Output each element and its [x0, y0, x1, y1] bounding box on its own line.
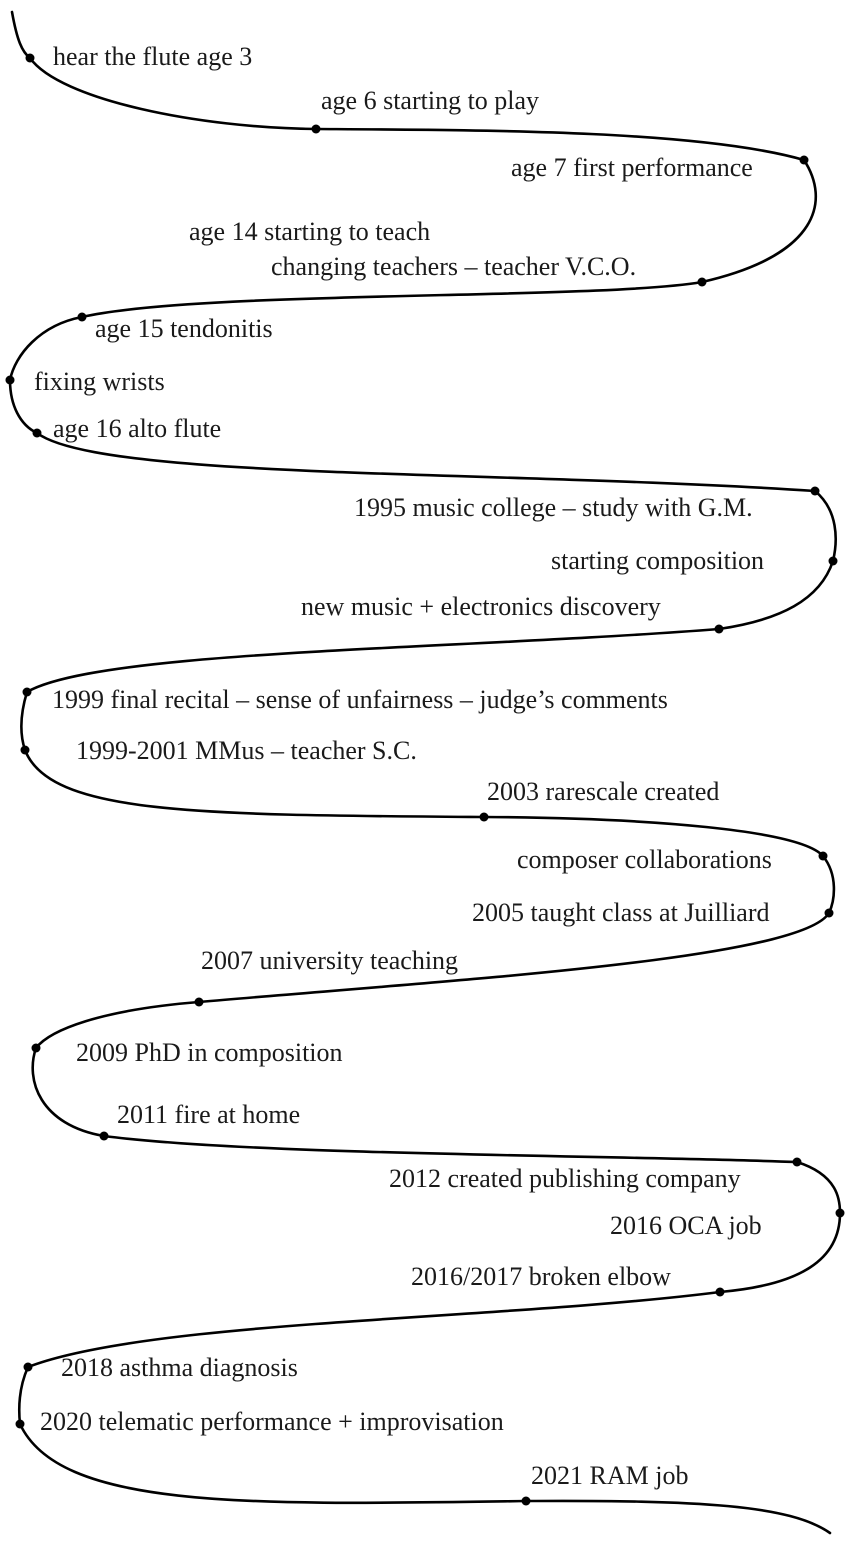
event-label: age 15 tendonitis [95, 314, 273, 343]
event-label: 2020 telematic performance + improvisation [40, 1407, 504, 1436]
event-label: 1999-2001 MMus – teacher S.C. [76, 736, 417, 765]
event-dot [6, 376, 15, 385]
event-dot [836, 1209, 845, 1218]
event-label: age 6 starting to play [321, 86, 540, 115]
event-dot [522, 1497, 531, 1506]
event-dot [32, 1044, 41, 1053]
event-label: 2009 PhD in composition [76, 1038, 343, 1067]
event-dot [100, 1132, 109, 1141]
event-dot [33, 429, 42, 438]
event-dot [800, 156, 809, 165]
event-label: composer collaborations [517, 845, 772, 874]
event-label: age 14 starting to teach [189, 217, 431, 246]
event-label: 2005 taught class at Juilliard [472, 898, 770, 927]
event-dot [715, 625, 724, 634]
event-dot [23, 688, 32, 697]
event-dot [716, 1288, 725, 1297]
event-dot [811, 487, 820, 496]
event-label: 1995 music college – study with G.M. [354, 493, 753, 522]
event-labels [34, 42, 772, 1490]
event-label: age 16 alto flute [53, 414, 222, 443]
event-label: 2016 OCA job [610, 1211, 762, 1240]
event-dot [819, 852, 828, 861]
event-label: 2003 rarescale created [487, 777, 720, 806]
event-dot [78, 313, 87, 322]
event-dot [195, 998, 204, 1007]
event-label: 2007 university teaching [201, 946, 459, 975]
event-label: 2018 asthma diagnosis [61, 1353, 298, 1382]
event-label: starting composition [551, 546, 765, 575]
event-dot [24, 1363, 33, 1372]
event-label: 2021 RAM job [531, 1461, 689, 1490]
event-dot [698, 278, 707, 287]
event-label: hear the flute age 3 [53, 42, 253, 71]
event-dot [16, 1420, 25, 1429]
event-dot [312, 125, 321, 134]
event-dot [26, 54, 35, 63]
event-label: age 7 first performance [511, 153, 753, 182]
event-dot [829, 557, 838, 566]
event-label: 1999 final recital – sense of unfairness – judge’s comments [52, 685, 668, 714]
event-dot [21, 746, 30, 755]
event-label: 2011 fire at home [117, 1100, 301, 1129]
event-label: changing teachers – teacher V.C.O. [271, 252, 637, 281]
event-label: new music + electronics discovery [301, 592, 661, 621]
event-dot [480, 813, 489, 822]
event-dot [793, 1158, 802, 1167]
event-label: 2016/2017 broken elbow [411, 1262, 671, 1291]
event-label: fixing wrists [34, 367, 165, 396]
event-label: 2012 created publishing company [389, 1164, 741, 1193]
event-dot [825, 909, 834, 918]
